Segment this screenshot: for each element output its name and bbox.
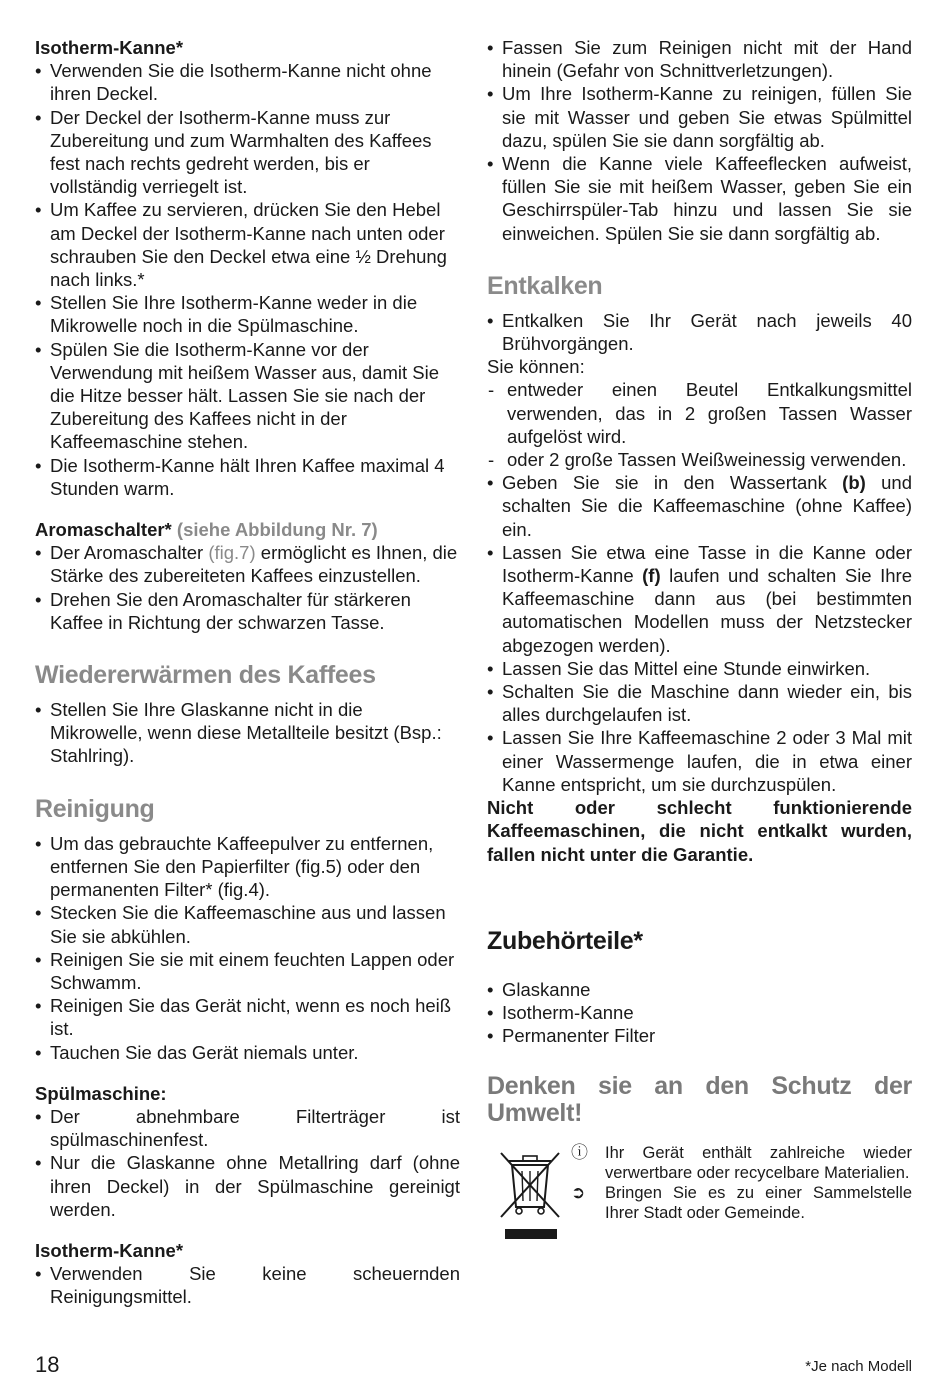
environment-block [487,1143,912,1253]
list-item: • Verwenden Sie die Isotherm-Kanne nicht ohne ihren Deckel. [35,59,460,105]
reheat-list [35,698,460,768]
list-item: • Reinigen Sie das Gerät nicht, wenn es noch heiß ist. [35,994,460,1040]
environment-text [571,1143,912,1223]
list-item [35,541,460,587]
list-item: • Entkalken Sie Ihr Gerät nach jeweils 40 Brühvorgängen. [487,309,912,355]
arrow-icon: ➲ [571,1183,586,1203]
list-item: • Stellen Sie Ihre Glaskanne nicht in die Mikrowelle, wenn diese Metallteile besitzt (Bsp.: Stahlring). [35,698,460,768]
descale-options [487,378,912,471]
list-item [487,541,912,657]
list-item: • Reinigen Sie sie mit einem feuchten Lappen oder Schwamm. [35,948,460,994]
environment-info [571,1143,912,1183]
list-item: • Spülen Sie die Isotherm-Kanne vor der Verwendung mit heißem Wasser aus, damit Sie die Hitze besser hält. Lassen Sie sie nach der Zubereitung des Kaffees nicht in der Kaffeemaschine stehen. [35,338,460,454]
dishwasher-list [35,1105,460,1221]
warranty-note: Nicht oder schlecht funktionierende Kaffeemaschinen, die nicht entkalkt wurden, fallen nicht unter die Garantie. [487,797,912,865]
text: Der Aromaschalter [50,542,209,564]
list-item: • Die Isotherm-Kanne hält Ihren Kaffee maximal 4 Stunden warm. [35,454,460,500]
cleaning-continued-list [487,36,912,245]
list-item: • Lassen Sie Ihre Kaffeemaschine 2 oder 3 Mal mit einer Wassermenge laufen, die in etwa einer Kanne entspricht, um sie durchzuspülen. [487,726,912,796]
aroma-ref: (siehe Abbildung Nr. 7) [176,519,378,541]
environment-action [571,1183,912,1223]
list-item: - oder 2 große Tassen Weißweinessig verwenden. [487,448,912,471]
list-item: • Um Ihre Isotherm-Kanne zu reinigen, füllen Sie sie mit Wasser und geben Sie etwas Spülmittel dazu, spülen Sie sie dann sorgfältig ab. [487,82,912,152]
descale-steps [487,471,912,796]
text: Lassen Sie etwa eine Tasse in die Kanne oder Isotherm-Kanne [502,541,912,587]
env-info-text: Ihr Gerät enthält zahlreiche wieder verwertbare oder recycelbare Materialien. [605,1144,912,1183]
environment-heading: Denken sie an den Schutz der Umwelt! [487,1072,912,1128]
right-column [487,36,912,1253]
accessories-heading: Zubehörteile* [487,926,643,955]
reheat-heading: Wiedererwärmen des Kaffees [35,661,376,690]
list-item: • Fassen Sie zum Reinigen nicht mit der Hand hinein (Gefahr von Schnittverletzungen). [487,36,912,82]
aroma-heading [35,518,460,541]
text: laufen und schalten Sie Ihre Kaffeemaschine dann aus (bei bestimmten automatischen Modellen muss der Netzstecker abgezogen werden). [502,565,912,656]
info-icon: ⓘ [571,1143,588,1163]
list-item: - entweder einen Beutel Entkalkungsmittel verwenden, das in 2 großen Tassen Wasser aufgelöst wird. [487,378,912,448]
list-item: • Nur die Glaskanne ohne Metallring darf (ohne ihren Deckel) in der Spülmaschine gereinigt werden. [35,1151,460,1221]
cleaning-list [35,832,460,1064]
list-item: • Lassen Sie das Mittel eine Stunde einwirken. [487,657,912,680]
aroma-title: Aromaschalter* [35,519,172,541]
part-ref: (f) [642,565,661,587]
isotherm-list [35,59,460,500]
page-number: 18 [35,1352,60,1377]
descale-can: Sie können: [487,356,585,378]
list-item: • Stecken Sie die Kaffeemaschine aus und lassen Sie sie abkühlen. [35,901,460,947]
list-item: • Isotherm-Kanne [487,1001,912,1024]
list-item: • Der Deckel der Isotherm-Kanne muss zur Zubereitung und zum Warmhalten des Kaffees fest nach rechts gedreht werden, bis er vollständig verriegelt ist. [35,106,460,199]
list-item: • Wenn die Kanne viele Kaffeeflecken aufweist, füllen Sie sie mit heißem Wasser, geben Sie ein Geschirrspüler-Tab hinzu und lassen Sie sie einweichen. Spülen Sie sie dann sorgfältig ab. [487,152,912,245]
crossed-bin-icon [495,1147,565,1241]
isotherm2-title: Isotherm-Kanne* [35,1239,184,1261]
list-item: • Tauchen Sie das Gerät niemals unter. [35,1041,460,1064]
descale-list [487,309,912,355]
descale-heading: Entkalken [487,271,603,300]
list-item: • Der abnehmbare Filterträger ist spülmaschinenfest. [35,1105,460,1151]
text: und schalten Sie die Kaffeemaschine (ohne Kaffee) ein. [502,472,912,540]
part-ref: (b) [842,472,866,494]
aroma-list [35,541,460,634]
dishwasher-title: Spülmaschine: [35,1082,167,1104]
list-item: • Verwenden Sie keine scheuernden Reinigungsmittel. [35,1262,460,1308]
left-column [35,36,460,1309]
list-item: • Um Kaffee zu servieren, drücken Sie den Hebel am Deckel der Isotherm-Kanne nach unten oder schrauben Sie den Deckel etwa eine ½ Drehung nach links.* [35,198,460,291]
accessories-list [487,978,912,1048]
text: Geben Sie sie in den Wassertank [502,472,843,494]
list-item: • Schalten Sie die Maschine dann wieder ein, bis alles durchgelaufen ist. [487,680,912,726]
text: ermöglicht es Ihnen, die Stärke des zubereiteten Kaffees einzustellen. [50,542,458,587]
list-item: • Um das gebrauchte Kaffeepulver zu entfernen, entfernen Sie den Papierfilter (fig.5) oder den permanenten Filter* (fig.4). [35,832,460,902]
cleaning-heading: Reinigung [35,794,155,823]
list-item: • Drehen Sie den Aromaschalter für stärkeren Kaffee in Richtung der schwarzen Tasse. [35,588,460,634]
fig-ref: (fig.7) [208,542,256,564]
list-item [487,471,912,541]
model-note: *Je nach Modell [805,1358,912,1375]
list-item: • Permanenter Filter [487,1024,912,1047]
list-item: • Glaskanne [487,978,912,1001]
list-item: • Stellen Sie Ihre Isotherm-Kanne weder in die Mikrowelle noch in die Spülmaschine. [35,291,460,337]
isotherm-title: Isotherm-Kanne* [35,37,184,58]
env-action-text: Bringen Sie es zu einer Sammelstelle Ihrer Stadt oder Gemeinde. [605,1184,912,1223]
isotherm2-list [35,1262,460,1308]
